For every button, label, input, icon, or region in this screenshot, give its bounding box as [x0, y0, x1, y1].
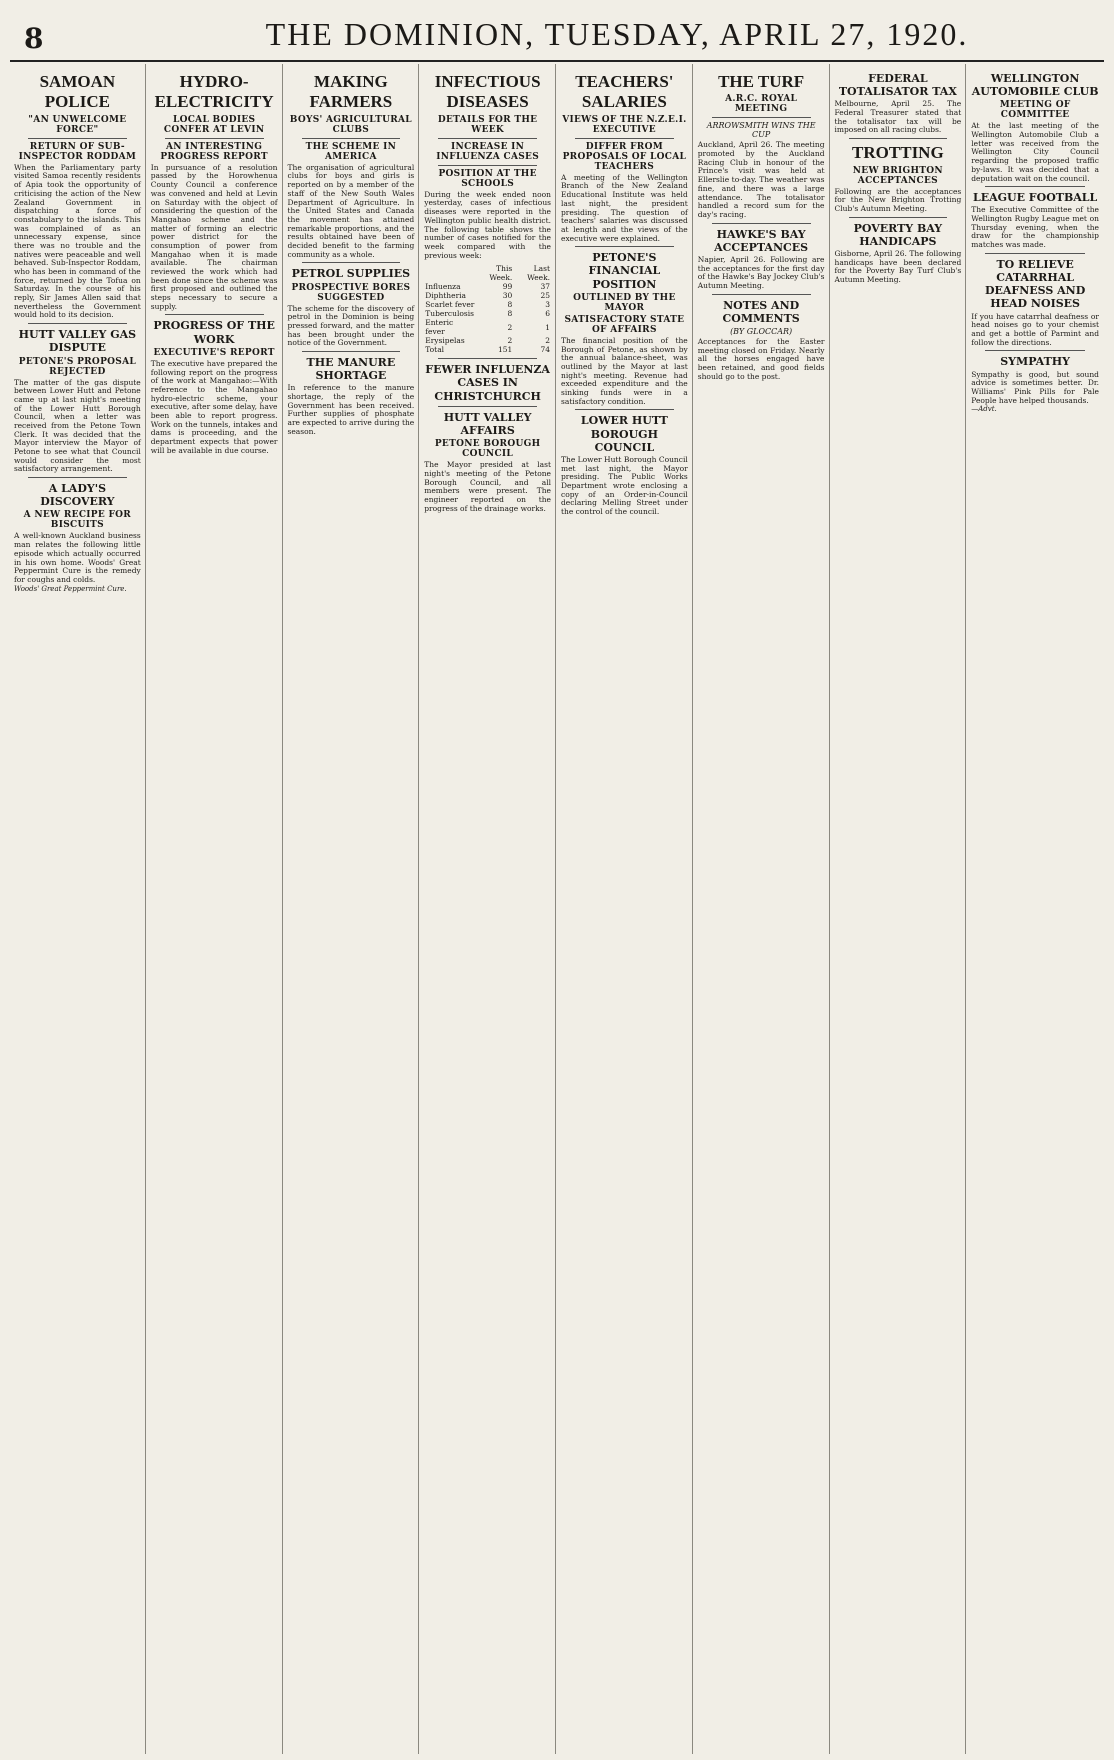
headline: WELLINGTON AUTOMOBILE CLUB — [971, 72, 1099, 99]
column-hydro-electricity — [147, 64, 283, 1754]
column-teachers-salaries — [557, 64, 693, 1754]
subhead: NEW BRIGHTON ACCEPTANCES — [852, 165, 943, 186]
headline: POVERTY BAY HANDICAPS — [853, 221, 943, 248]
article-body: When the Parliamentary party visited Samoa recently residents of Apia took the opportunity of criticising the action of the New Zealand Government in dispatching a force of constabulary to the islands. This was complained of as an unnecessary expense, since there was no trouble and the natives were peaceable and well behaved. Sub-Inspector Roddam, who has been in command of the force, returned by the Tofua on Saturday. In the course of his reply, Sir James Allen said that nevertheless the Government would hold to its decision. — [14, 162, 141, 320]
article-body: The Mayor presided at last night's meeting of the Petone Borough Council, and all members were present. The engineer reported on the progress of the drainage works. — [424, 460, 551, 513]
column-the-turf — [694, 64, 830, 1754]
headline: HAWKE'S BAY ACCEPTANCES — [714, 227, 809, 254]
subhead: PROSPECTIVE BORES SUGGESTED — [291, 282, 411, 303]
article-body: During the week ended noon yesterday, cases of infectious diseases were reported in the Wellington public health district. The following table shows the number of cases notified for the week compared with the previous week: — [424, 189, 551, 260]
table-row: Diphtheria 30 25 — [425, 291, 550, 301]
article-body: The financial position of the Borough of Petone, as shown by the annual balance-sheet, was outlined by the Mayor at last night's meeting. Revenue had exceeded expenditure and the sinking funds were in a satisfactory condition. — [561, 335, 688, 406]
article-body: The Lower Hutt Borough Council met last night, the Mayor presiding. The Public Works Department wrote enclosing a copy of an Order-in-Council declaring Melling Street under the control of the council. — [561, 454, 688, 517]
subhead: A.R.C. ROYAL MEETING — [725, 94, 798, 115]
subhead: EXECUTIVE'S REPORT — [153, 347, 275, 358]
headline: SAMOAN POLICE — [39, 72, 116, 112]
subhead: MEETING OF COMMITTEE — [999, 100, 1071, 121]
table-row: Total 151 74 — [425, 345, 550, 355]
article-body: Auckland, April 26. The meeting promoted by the Auckland Racing Club in honour of the Prince's visit was held at Ellerslie to-day. The weather was fine, and there was a large attendance. The totalisator handled a record sum for the day's racing. — [697, 140, 825, 219]
subhead: BOYS' AGRICULTURAL CLUBS — [289, 114, 412, 135]
column-automobile-club — [967, 64, 1103, 1754]
masthead — [10, 10, 1104, 60]
article-body: Following are the acceptances for the New Brighton Trotting Club's Autumn Meeting. — [834, 186, 962, 213]
byline: (BY GLOCCAR) — [730, 327, 793, 337]
advert-footer: —Advt. — [971, 405, 997, 414]
headline: HUTT VALLEY AFFAIRS — [443, 410, 532, 438]
table-row: This Week. Last Week. — [489, 264, 550, 283]
article-body: A well-known Auckland business man relates the following little episode which actually occurred in his own home. Woods' Great Peppermint Cure is the remedy for coughs and colds. — [14, 531, 141, 584]
subhead: VIEWS OF THE N.Z.E.I. EXECUTIVE — [562, 114, 687, 135]
headline: A LADY'S DISCOVERY — [40, 482, 115, 509]
headline: FEWER INFLUENZA CASES IN CHRISTCHURCH — [425, 363, 550, 403]
table-row: Influenza 99 37 — [425, 282, 550, 292]
subhead: OUTLINED BY THE MAYOR — [573, 292, 676, 313]
article-body: Acceptances for the Easter meeting closed on Friday. Nearly all the horses engaged have been retained, and good fields should go to the post. — [697, 337, 825, 381]
article-body: The Executive Committee of the Wellington Rugby League met on Thursday evening, when the draw for the championship matches was made. — [971, 205, 1099, 250]
advert-footer: Woods' Great Peppermint Cure. — [14, 584, 127, 593]
headline: THE MANURE SHORTAGE — [306, 355, 396, 383]
subhead: DIFFER FROM PROPOSALS OF LOCAL TEACHERS — [562, 141, 687, 172]
article-body: At the last meeting of the Wellington Automobile Club a letter was received from the Wellington City Council regarding the proposed traffic by-laws. It was decided that a deputation wait on the council. — [971, 121, 1099, 183]
article-body: Gisborne, April 26. The following handicaps have been declared for the Poverty Bay Turf Club's Autumn Meeting. — [834, 248, 962, 285]
newspaper-title: THE DOMINION, TUESDAY, APRIL 27, 1920. — [265, 16, 969, 52]
subhead: INCREASE IN INFLUENZA CASES — [436, 141, 540, 162]
headline: PETROL SUPPLIES — [291, 267, 411, 281]
headline: PETONE'S FINANCIAL POSITION — [588, 251, 661, 291]
disease-table — [424, 264, 551, 354]
subhead: LOCAL BODIES CONFER AT LEVIN — [163, 114, 265, 135]
table-row: Erysipelas 2 2 — [425, 336, 550, 346]
article-body: The organisation of agricultural clubs for boys and girls is reported on by a member of the staff of the New South Wales Department of Agriculture. In the United States and Canada the movement has attained remarkable proportions, and the results obtained have been of decided benefit to the farming community as a whole. — [287, 162, 415, 259]
subhead: RETURN OF SUB-INSPECTOR RODDAM — [18, 141, 137, 162]
article-body: In reference to the manure shortage, the reply of the Government has been received. Further supplies of phosphate are expected to arrive during the season. — [287, 383, 415, 436]
table-row: Tuberculosis 8 6 — [425, 309, 550, 319]
headline: HYDRO-ELECTRICITY — [154, 72, 274, 112]
headline: FEDERAL TOTALISATOR TAX — [838, 72, 957, 99]
article-body: Melbourne, April 25. The Federal Treasurer stated that the totalisator tax will be imposed on all racing clubs. — [834, 99, 962, 135]
headline: HUTT VALLEY GAS DISPUTE — [18, 328, 137, 355]
column-samoan-police — [10, 64, 146, 1754]
subhead: "AN UNWELCOME FORCE" — [28, 114, 127, 135]
subhead: SATISFACTORY STATE OF AFFAIRS — [564, 314, 685, 335]
headline: PROGRESS OF THE WORK — [153, 319, 275, 346]
headline: MAKING FARMERS — [309, 72, 393, 112]
page-columns — [10, 64, 1104, 1754]
article-body: If you have catarrhal deafness or head noises go to your chemist and get a bottle of Parmint and follow the directions. — [971, 311, 1099, 347]
subhead: AN INTERESTING PROGRESS REPORT — [160, 141, 268, 162]
subhead: ARROWSMITH WINS THE CUP — [706, 121, 816, 140]
headline: TROTTING — [852, 143, 944, 163]
article-body: The executive have prepared the following report on the progress of the work at Mangahao:—With reference to the Mangahao hydro-electric scheme, your executive, after some delay, have been able to report progress. Work on the tunnels, intakes and dams is proceeding, and the department expects that power will be available in due course. — [150, 358, 278, 455]
table-row: Scarlet fever 8 3 — [425, 300, 550, 310]
headline: TO RELIEVE CATARRHAL DEAFNESS AND HEAD NOISES — [984, 257, 1086, 311]
column-infectious-diseases — [420, 64, 556, 1754]
article-body: Napier, April 26. Following are the acceptances for the first day of the Hawke's Bay Jockey Club's Autumn Meeting. — [697, 254, 825, 291]
table-row: Enteric fever 2 1 — [425, 318, 550, 337]
subhead: POSITION AT THE SCHOOLS — [438, 168, 537, 189]
headline: NOTES AND COMMENTS — [722, 298, 800, 325]
article-body: Sympathy is good, but sound advice is sometimes better. Dr. Williams' Pink Pills for Pale People have helped thousands. — [971, 369, 1099, 405]
column-making-farmers — [284, 64, 420, 1754]
headline: LOWER HUTT BOROUGH COUNCIL — [580, 414, 668, 454]
subhead: THE SCHEME IN AMERICA — [305, 141, 397, 162]
subhead: DETAILS FOR THE WEEK — [437, 114, 538, 135]
masthead-rule — [10, 60, 1104, 62]
headline: LEAGUE FOOTBALL — [972, 191, 1098, 205]
article-body: The matter of the gas dispute between Lower Hutt and Petone came up at last night's meeting of the Lower Hutt Borough Council, when a letter was received from the Petone Town Clerk. It was decided that the Mayor interview the Mayor of Petone to see what that Council would consider the most satisfactory arrangement. — [14, 377, 141, 474]
headline: THE TURF — [718, 72, 805, 91]
column-trotting — [831, 64, 967, 1754]
headline: TEACHERS' SALARIES — [575, 72, 674, 112]
headline: SYMPATHY — [1000, 355, 1071, 369]
headline: INFECTIOUS DISEASES — [434, 72, 541, 112]
subhead: A NEW RECIPE FOR BISCUITS — [23, 510, 132, 531]
article-body: A meeting of the Wellington Branch of the New Zealand Educational Institute was held last night, the president presiding. The question of teachers' salaries was discussed at length and the views of the executive were explained. — [561, 172, 688, 243]
article-body: In pursuance of a resolution passed by the Horowhenua County Council a conference was convened and held at Levin on Saturday with the object of considering the question of the Mangahao scheme and the matter of forming an electric power district for the consumption of power from Mangahao when it is made available. The chairman reviewed the work which had been done since the scheme was first proposed and outlined the steps necessary to secure a supply. — [150, 162, 278, 311]
subhead: PETONE'S PROPOSAL REJECTED — [18, 356, 136, 377]
subhead: PETONE BOROUGH COUNCIL — [434, 439, 541, 460]
article-body: The scheme for the discovery of petrol in the Dominion is being pressed forward, and the matter has been brought under the notice of the Government. — [287, 303, 415, 348]
page-number: 8 — [24, 22, 44, 55]
